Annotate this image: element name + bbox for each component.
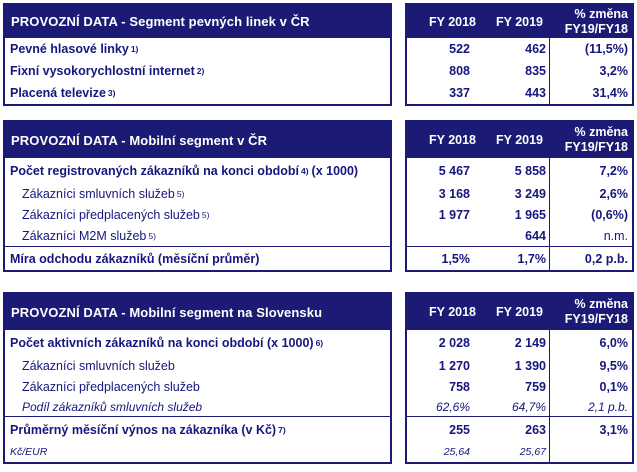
cell-change: 3,1%: [549, 417, 632, 442]
table-title-text: PROVOZNÍ DATA - Mobilní segment v ČR: [11, 132, 268, 148]
mobile-sk-table: [3, 292, 637, 464]
row-prepaid-customers: Zákazníci předplacených služeb 5): [22, 207, 210, 222]
cell-change: 6,0%: [549, 330, 632, 355]
cell-fy2019: 263: [525, 422, 546, 437]
cell-fy2018: 62,6%: [435, 399, 470, 414]
cell-fy2019: 25,67: [519, 446, 546, 458]
row-sk-prepaid-customers-values: [407, 376, 632, 397]
cell-fy2018: 808: [449, 64, 470, 78]
row-contract-customers: Zákazníci smluvních služeb 5): [22, 186, 185, 201]
row-exchange-rate-values: [407, 442, 632, 462]
col-header-fy2018: FY 2018: [428, 14, 476, 29]
cell-fy2019: 5 858: [514, 163, 546, 178]
mobile-cz-column-headers: [407, 122, 632, 158]
table-title-text: PROVOZNÍ DATA - Mobilní segment na Slovensku: [11, 304, 323, 320]
col-header-fy2019: FY 2019: [495, 305, 543, 319]
col-header-fy2018: FY 2018: [428, 305, 476, 319]
mobile-cz-label-box: [3, 120, 392, 272]
row-m2m-customers-values: [407, 225, 632, 246]
row-sk-active-customers: Počet aktivních zákazníků na konci období (x 1000) 6): [10, 335, 324, 350]
row-label: Fixní vysokorychlostní internet: [10, 64, 195, 78]
cell-change: 9,5%: [549, 355, 632, 376]
cell-change: n.m.: [549, 225, 632, 246]
mobile-sk-values-box: [405, 292, 634, 464]
cell-fy2018: [407, 225, 482, 246]
cell-fy2018: 255: [449, 422, 470, 437]
cell-fy2018: 522: [449, 42, 470, 56]
cell-fy2019: 3 249: [514, 186, 546, 201]
cell-change: 7,2%: [549, 158, 632, 183]
cell-fy2019: 462: [525, 42, 546, 56]
row-sk-arpu: Průměrný měsíční výnos na zákazníka (v Kč) 7): [5, 416, 390, 442]
row-sk-active-customers-values: [407, 330, 632, 355]
fixed-lines-table: [3, 3, 637, 106]
mobile-cz-table: [3, 120, 637, 272]
row-mobile-customers-total-values: [407, 158, 632, 183]
cell-fy2019: 644: [525, 228, 546, 243]
row-label: Zákazníci předplacených služeb: [22, 379, 200, 394]
row-sk-prepaid-customers: [5, 376, 390, 397]
row-churn-rate: [5, 246, 390, 270]
row-sk-contract-customers: [5, 355, 390, 376]
row-label-suffix: (x 1000): [311, 163, 359, 178]
cell-change: [549, 442, 632, 462]
row-label: Placená televize: [10, 86, 106, 100]
cell-fy2019: 759: [525, 379, 546, 394]
row-label: Zákazníci M2M služeb: [22, 228, 147, 243]
fixed-lines-label-box: [3, 3, 392, 106]
mobile-cz-table-title: [5, 122, 390, 158]
cell-fy2018: 25,64: [443, 446, 470, 458]
cell-fy2018: 1 977: [438, 207, 470, 222]
cell-fy2018: 1 270: [438, 358, 470, 373]
col-header-fy2018: FY 2018: [428, 133, 476, 147]
col-header-change: % změna FY19/FY18: [564, 125, 628, 154]
cell-change: 3,2%: [549, 60, 632, 82]
cell-fy2019: 1 965: [514, 207, 546, 222]
cell-change: 2,1 p.b.: [549, 397, 632, 416]
row-sk-arpu-values: [407, 416, 632, 442]
mobile-sk-column-headers: [407, 294, 632, 330]
cell-change: 0,1%: [549, 376, 632, 397]
row-fixed-broadband-values: [407, 60, 632, 82]
row-fixed-voice-lines: Pevné hlasové linky 1): [10, 42, 139, 56]
cell-fy2018: 758: [449, 379, 470, 394]
row-m2m-customers: Zákazníci M2M služeb 5): [22, 228, 156, 243]
cell-fy2019: 835: [525, 64, 546, 78]
row-contract-customers-values: [407, 183, 632, 204]
cell-fy2019: 443: [525, 86, 546, 100]
row-sk-contract-share: [5, 397, 390, 416]
row-label: Průměrný měsíční výnos na zákazníka (v Kč): [10, 422, 277, 437]
cell-fy2018: 337: [449, 86, 470, 100]
cell-change: 2,6%: [549, 183, 632, 204]
row-prepaid-customers-values: [407, 204, 632, 225]
row-label: Zákazníci předplacených služeb: [22, 207, 200, 222]
cell-fy2018: 5 467: [438, 163, 470, 178]
cell-fy2018: 2 028: [438, 335, 470, 350]
mobile-cz-values-box: [405, 120, 634, 272]
row-pay-tv: Placená televize 3): [10, 86, 116, 100]
table-title-text: PROVOZNÍ DATA - Segment pevných linek v ČR: [11, 14, 310, 29]
fixed-lines-table-title: [5, 5, 390, 38]
row-label: Počet aktivních zákazníků na konci období (x 1000): [10, 335, 314, 350]
row-churn-rate-values: [407, 246, 632, 270]
row-label: Počet registrovaných zákazníků na konci období: [10, 163, 299, 178]
row-pay-tv-values: [407, 82, 632, 104]
row-label: Míra odchodu zákazníků (měsíční průměr): [10, 251, 260, 266]
row-label: Zákazníci smluvních služeb: [22, 358, 175, 373]
col-header-fy2019: FY 2019: [495, 14, 543, 29]
cell-fy2019: 1,7%: [517, 251, 546, 266]
row-label: Podíl zákazníků smluvních služeb: [22, 399, 203, 414]
row-fixed-voice-lines-values: [407, 38, 632, 60]
fixed-lines-values-box: [405, 3, 634, 106]
cell-fy2018: 3 168: [438, 186, 470, 201]
cell-change: (0,6%): [549, 204, 632, 225]
cell-fy2019: 2 149: [514, 335, 546, 350]
cell-fy2019: 1 390: [514, 358, 546, 373]
row-exchange-rate: [5, 442, 390, 462]
row-mobile-customers-total: Počet registrovaných zákazníků na konci období 4) (x 1000): [10, 163, 359, 178]
cell-change: 0,2 p.b.: [549, 247, 632, 270]
col-header-change: % změna FY19/FY18: [564, 297, 628, 326]
row-sk-contract-customers-values: [407, 355, 632, 376]
fixed-lines-column-headers: [407, 5, 632, 38]
row-label: Pevné hlasové linky: [10, 42, 129, 56]
col-header-change: % změna FY19/FY18: [564, 6, 628, 36]
row-sk-contract-share-values: [407, 397, 632, 416]
row-label: Zákazníci smluvních služeb: [22, 186, 175, 201]
cell-change: (11,5%): [549, 38, 632, 60]
cell-fy2019: 64,7%: [511, 399, 546, 414]
cell-change: 31,4%: [549, 82, 632, 104]
col-header-fy2019: FY 2019: [495, 133, 543, 147]
mobile-sk-label-box: [3, 292, 392, 464]
row-fixed-broadband: Fixní vysokorychlostní internet 2): [10, 64, 205, 78]
row-label: Kč/EUR: [10, 446, 48, 458]
mobile-sk-table-title: [5, 294, 390, 330]
cell-fy2018: 1,5%: [441, 251, 470, 266]
